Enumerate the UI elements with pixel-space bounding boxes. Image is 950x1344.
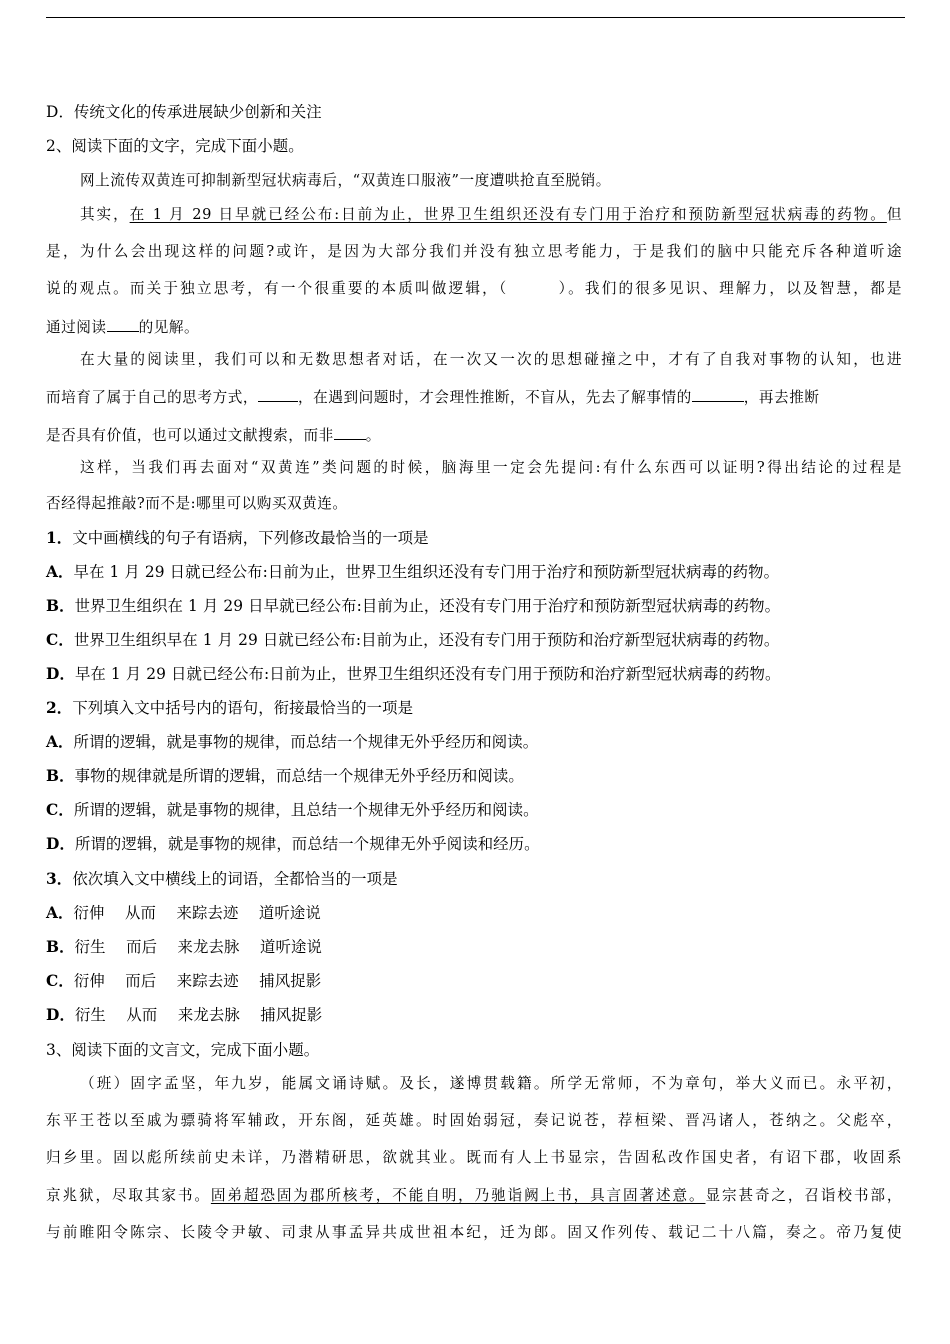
passage-paragraph-4-line-2: 否经得起推敲?而不是:哪里可以购买双黄连。 — [46, 495, 348, 512]
sub-question-1-option-b: B．世界卫生组织在 1 月 29 日早就已经公布:目前为止，还没有专门用于治疗和预防新型冠状病毒的药物。 — [46, 597, 781, 615]
passage-paragraph-4-line-1: 这样，当我们再去面对“双黄连”类问题的时候，脑海里一定会先提问:有什么东西可以证明?得出结论的过程是 — [80, 459, 902, 476]
classical-passage-line-5: 与前睢阳令陈宗、长陵令尹敏、司隶从事孟异共成世祖本纪，迁为郎。固又作列传、载记二十八篇，奏之。帝乃复使 — [46, 1224, 902, 1241]
passage-paragraph-2-line-3: 说的观点。而关于独立思考，有一个很重要的本质叫做逻辑，（ ）。我们的很多见识、理解力，以及智慧，都是 — [46, 280, 902, 297]
classical-passage-line-4: 京兆狱，尽取其家书。固弟超恐固为郡所核考，不能自明，乃驰诣阙上书，具言固著述意。显宗甚奇之，召诣校书部， — [46, 1187, 902, 1204]
sub-question-2-option-b: B．事物的规律就是所谓的逻辑，而总结一个规律无外乎经历和阅读。 — [46, 767, 524, 785]
sub-question-2: 2．下列填入文中括号内的语句，衔接最恰当的一项是 — [46, 699, 414, 717]
passage-paragraph-1: 网上流传双黄连可抑制新型冠状病毒后，“双黄连口服液”一度遭哄抢直至脱销。 — [80, 172, 611, 189]
sub-question-3-option-a: A．衍伸 从而 来踪去迹 道听途说 — [46, 904, 321, 922]
sub-question-1-option-c: C．世界卫生组织早在 1 月 29 日就已经公布:目前为止，还没有专门用于预防和治疗新型冠状病毒的药物。 — [46, 631, 780, 649]
fill-blank — [107, 317, 139, 332]
underlined-sentence: 在 1 月 29 日早就已经公布:日前为止，世界卫生组织还没有专门用于治疗和预防新型冠状病毒的药物。 — [129, 206, 887, 223]
fill-blank — [258, 387, 298, 402]
header-rule — [46, 17, 905, 18]
classical-passage-line-2: 东平王苍以至戚为骠骑将军辅政，开东阁，延英雄。时固始弱冠，奏记说苍，荐桓梁、晋冯诸人，苍纳之。父彪卒， — [46, 1112, 902, 1129]
sub-question-1-option-a: A．早在 1 月 29 日就已经公布:日前为止，世界卫生组织还没有专门用于治疗和预防新型冠状病毒的药物。 — [46, 563, 780, 581]
question-3-heading: 3、阅读下面的文言文，完成下面小题。 — [46, 1041, 320, 1059]
passage-paragraph-2-line-1: 其实，在 1 月 29 日早就已经公布:日前为止，世界卫生组织还没有专门用于治疗和预防新型冠状病毒的药物。但 — [80, 206, 902, 223]
passage-paragraph-2-line-4: 通过阅读 的见解。 — [46, 319, 200, 336]
question-2-heading: 2、阅读下面的文字，完成下面小题。 — [46, 137, 304, 155]
sub-question-3-option-d: D．衍生 从而 来龙去脉 捕风捉影 — [46, 1006, 323, 1024]
passage-paragraph-3-line-1: 在大量的阅读里，我们可以和无数思想者对话，在一次又一次的思想碰撞之中，才有了自我对事物的认知，也进 — [80, 351, 902, 368]
passage-paragraph-3-line-2: 而培育了属于自己的思考方式， ，在遇到问题时，才会理性推断，不盲从，先去了解事情的 ，再去推断 — [46, 389, 820, 406]
sub-question-2-option-c: C．所谓的逻辑，就是事物的规律，且总结一个规律无外乎经历和阅读。 — [46, 801, 539, 819]
underlined-sentence: 固弟超恐固为郡所核考，不能自明，乃驰诣阙上书，具言固著述意。 — [210, 1187, 706, 1204]
passage-paragraph-3-line-3: 是否具有价值，也可以通过文献搜索，而非 。 — [46, 427, 381, 444]
sub-question-1-option-d: D．早在 1 月 29 日就已经公布:日前为止，世界卫生组织还没有专门用于预防和治疗新型冠状病毒的药物。 — [46, 665, 781, 683]
classical-passage-line-3: 归乡里。固以彪所续前史未详，乃潜精研思，欲就其业。既而有人上书显宗，告固私改作国史者，有诏下郡，收固系 — [46, 1149, 902, 1166]
sub-question-3: 3．依次填入文中横线上的词语，全都恰当的一项是 — [46, 870, 398, 888]
passage-paragraph-2-line-2: 是，为什么会出现这样的问题?或许，是因为大部分我们并没有独立思考能力，于是我们的脑中只能充斥各种道听途 — [46, 243, 902, 260]
option-d-prev-question: D．传统文化的传承进展缺少创新和关注 — [46, 103, 322, 121]
fill-blank — [692, 387, 744, 402]
sub-question-3-option-b: B．衍生 而后 来龙去脉 道听途说 — [46, 938, 322, 956]
classical-passage-line-1: （班）固字孟坚，年九岁，能属文诵诗赋。及长，遂博贯载籍。所学无常师，不为章句，举大义而已。永平初， — [80, 1075, 902, 1092]
sub-question-1: 1．文中画横线的句子有语病，下列修改最恰当的一项是 — [46, 529, 429, 547]
sub-question-2-option-d: D．所谓的逻辑，就是事物的规律，而总结一个规律无外乎阅读和经历。 — [46, 835, 540, 853]
fill-blank — [334, 425, 366, 440]
sub-question-2-option-a: A．所谓的逻辑，就是事物的规律，而总结一个规律无外乎经历和阅读。 — [46, 733, 539, 751]
sub-question-3-option-c: C．衍伸 而后 来踪去迹 捕风捉影 — [46, 972, 322, 990]
